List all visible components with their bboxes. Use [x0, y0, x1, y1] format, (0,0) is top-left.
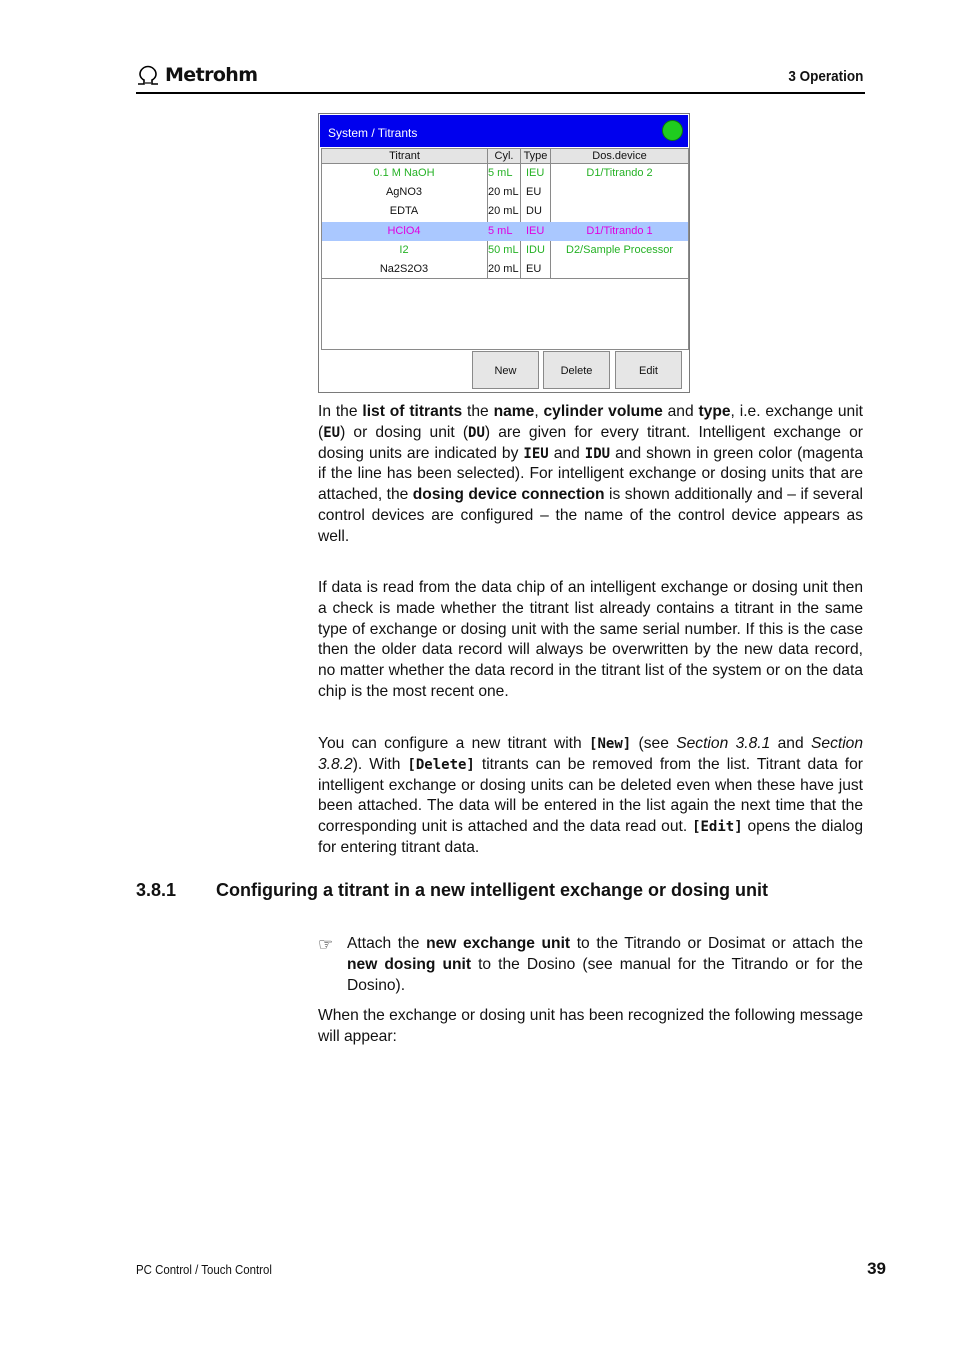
type-cell: IEU	[526, 167, 545, 179]
table-header	[322, 149, 688, 164]
titrant-cell: HClO4	[387, 224, 421, 237]
status-indicator-icon	[662, 120, 683, 141]
table-row[interactable]	[322, 260, 688, 279]
table-row[interactable]	[322, 202, 688, 221]
titrants-window	[318, 113, 690, 393]
paragraph-titrant-list: In the list of titrants the name, cylinder volume and type, i.e. exchange unit (EU) or dosing unit (DU) are given for every titrant. Intelligent exchange or dosing units are indicated by IEU and IDU and shown in green color (magenta if the line has been selected). For intelligent exchange or dosing units that are attached, the dosing device connection is shown additionally and – if several control devices are configured – the name of the control device appears as well.	[318, 403, 863, 545]
cylinder-cell: 5 mL	[488, 224, 513, 237]
paragraph-data-chip: If data is read from the data chip of an intelligent exchange or dosing unit then a check is made whether the titrant list already contains a titrant in the same type of exchange or dosing unit with the same serial number. If this is the case then the older data record will always be overwritten by the new data record, no matter whether the data record in the titrant list of the system or on the data chip is the most recent one.	[318, 579, 863, 700]
window-title-bar	[320, 115, 688, 147]
paragraph-configure: You can configure a new titrant with [New] (see Section 3.8.1 and Section 3.8.2). With [Delete] titrants can be removed from the list. Titrant data for intelligent exchange or dosing units can be deleted even when these have just been attached. The data will be entered in the list again the next time that the corresponding unit is attached and the data read out. [Edit] opens the dialog for entering titrant data.	[318, 735, 864, 856]
table-row[interactable]	[322, 183, 688, 202]
omega-logo-icon	[136, 65, 160, 85]
brand-logo	[136, 64, 257, 86]
type-cell: EU	[526, 263, 542, 275]
column-header-dos-device[interactable]: Dos.device	[592, 150, 647, 162]
new-button[interactable]: New	[472, 351, 539, 389]
type-cell: DU	[526, 205, 542, 218]
delete-key: [Delete]	[407, 756, 475, 773]
new-key: [New]	[589, 736, 632, 752]
section-number: 3.8.1	[136, 880, 177, 900]
titrant-cell: I2	[399, 243, 409, 256]
device-cell: D2/Sample Processor	[566, 243, 673, 256]
device-cell: D1/Titrando 1	[586, 224, 653, 237]
table-body	[322, 164, 688, 279]
edit-button[interactable]: Edit	[615, 351, 682, 389]
cylinder-cell: 20 mL	[488, 205, 519, 218]
window-title: System / Titrants	[328, 126, 418, 140]
column-header-titrant[interactable]: Titrant	[322, 149, 488, 164]
device-cell: D1/Titrando 2	[586, 167, 653, 179]
cylinder-cell: 5 mL	[488, 167, 513, 179]
delete-button[interactable]: Delete	[543, 351, 610, 389]
instruction-text: Attach the new exchange unit to the Titrando or Dosimat or attach the new dosing unit to the Dosino (see manual for the Titrando or for the Dosino).	[347, 935, 863, 994]
cylinder-cell: 20 mL	[488, 186, 519, 199]
section-title: Configuring a titrant in a new intelligent exchange or dosing unit	[216, 880, 769, 900]
titrant-cell: AgNO3	[385, 186, 423, 199]
type-cell: IEU	[526, 224, 545, 237]
section-label: 3 Operation	[787, 68, 863, 85]
footer-product: PC Control / Touch Control	[136, 1262, 272, 1277]
device-cell	[551, 183, 688, 202]
section-ref-2: Section 3.8.2	[318, 735, 864, 773]
cylinder-cell: 50 mL	[488, 243, 519, 256]
edit-key: [Edit]	[692, 819, 743, 836]
table-row[interactable]	[322, 164, 688, 183]
pointing-hand-icon: ☞	[318, 935, 334, 954]
column-header-cyl[interactable]: Cyl.	[488, 149, 521, 164]
titrant-cell: Na2S2O3	[379, 263, 429, 275]
titrant-cell: 0.1 M NaOH	[373, 167, 435, 179]
device-cell	[551, 260, 688, 279]
table-row[interactable]	[322, 241, 688, 260]
cylinder-cell: 20 mL	[488, 263, 519, 275]
page-header	[136, 62, 865, 94]
table-row[interactable]	[322, 222, 688, 241]
brand-name: Metrohm	[165, 64, 258, 86]
paragraph-message: When the exchange or dosing unit has been recognized the following message will appear:	[318, 1007, 863, 1045]
titrant-cell: EDTA	[389, 205, 419, 218]
type-cell: IDU	[526, 243, 545, 256]
section-ref-1: Section 3.8.1	[676, 735, 771, 752]
type-cell: EU	[526, 186, 542, 199]
page-number: 39	[867, 1259, 886, 1278]
device-cell	[551, 202, 688, 221]
titrant-table	[321, 148, 689, 350]
column-header-type[interactable]: Type	[521, 149, 551, 164]
